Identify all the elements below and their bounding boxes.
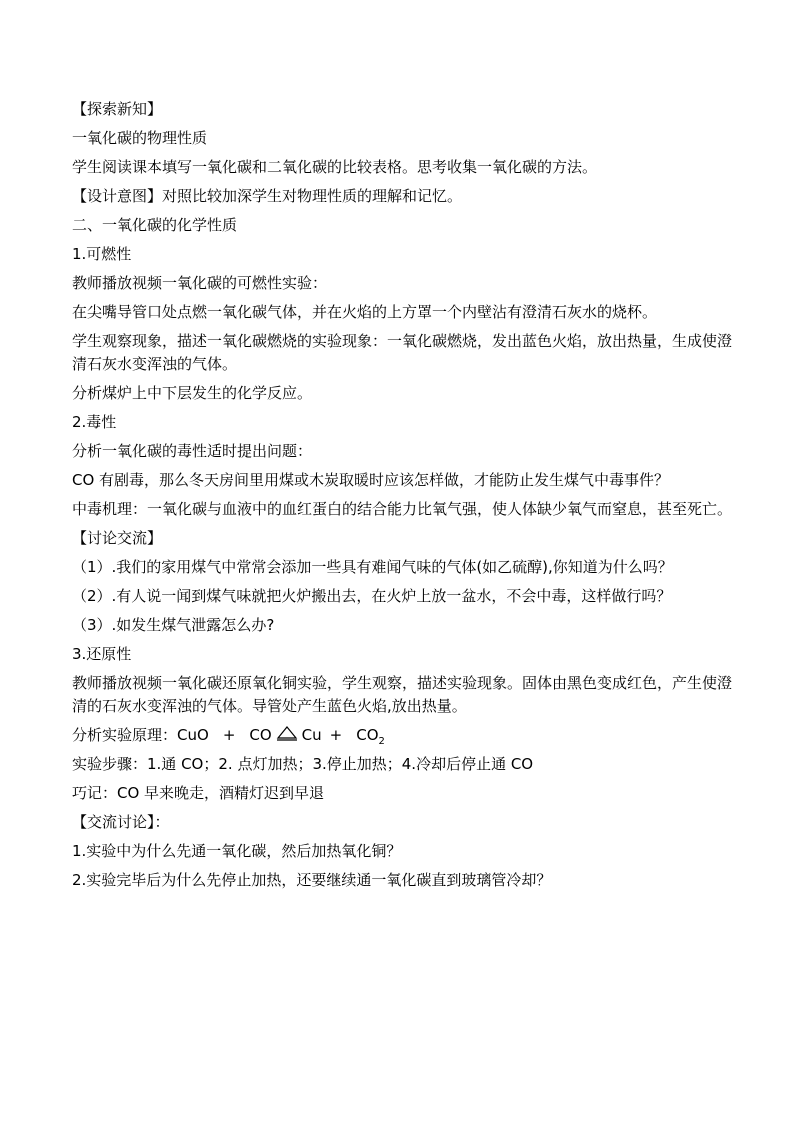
reactant-cuo: CuO bbox=[177, 726, 209, 744]
toxicity-mechanism: 中毒机理：一氧化碳与血液中的血红蛋白的结合能力比氧气强，使人体缺少氧气而窒息，甚至死亡。 bbox=[72, 500, 733, 518]
section-toxicity-title: 2.毒性 bbox=[72, 413, 117, 431]
discussion-heading: 【讨论交流】 bbox=[72, 529, 163, 547]
combustibility-setup: 在尖嘴导管口处点燃一氧化碳气体，并在火焰的上方罩一个内壁沾有澄清石灰水的烧杯。 bbox=[72, 303, 658, 321]
exchange-heading: 【交流讨论】： bbox=[72, 813, 170, 831]
reactant-co: CO bbox=[249, 726, 272, 744]
section-reduction-title: 3.还原性 bbox=[72, 645, 132, 663]
reaction-equation bbox=[72, 724, 732, 747]
reduction-mnemonic: 巧记：CO 早来晚走，酒精灯迟到早退 bbox=[72, 784, 325, 802]
reduction-steps: 实验步骤：1.通 CO；2. 点灯加热；3.停止加热；4.冷却后停止通 CO bbox=[72, 755, 534, 773]
exchange-question-2: 2.实验完毕后为什么先停止加热，还要继续通一氧化碳直到玻璃管冷却？ bbox=[72, 871, 552, 889]
toxicity-question: CO 有剧毒，那么冬天房间里用煤或木炭取暖时应该怎样做，才能防止发生煤气中毒事件？ bbox=[72, 471, 670, 489]
heat-triangle-icon bbox=[276, 726, 298, 740]
discussion-question-2: （2）.有人说一闻到煤气味就把火炉搬出去，在火炉上放一盆水，不会中毒，这样做行吗？ bbox=[72, 587, 672, 605]
plus-sign: + bbox=[222, 726, 236, 744]
physical-properties-title: 一氧化碳的物理性质 bbox=[72, 129, 208, 147]
toxicity-analysis: 分析一氧化碳的毒性适时提出问题： bbox=[72, 442, 313, 460]
equation-label: 分析实验原理： bbox=[72, 726, 178, 744]
discussion-question-1: （1）.我们的家用煤气中常常会添加一些具有难闻气味的气体(如乙硫醇),你知道为什么吗？ bbox=[72, 558, 673, 576]
section-combustibility-title: 1.可燃性 bbox=[72, 245, 132, 263]
exchange-question-1: 1.实验中为什么先通一氧化碳，然后加热氧化铜？ bbox=[72, 842, 402, 860]
product-cu: Cu bbox=[301, 726, 322, 744]
heading-explore: 【探索新知】 bbox=[72, 100, 163, 118]
combustibility-observation: 学生观察现象，描述一氧化碳燃烧的实验现象：一氧化碳燃烧，发出蓝色火焰，放出热量，生成使澄清石灰水变浑浊的气体。 bbox=[72, 332, 733, 373]
reduction-video: 教师播放视频一氧化碳还原氧化铜实验，学生观察，描述实验现象。固体由黑色变成红色，产生使澄清的石灰水变浑浊的气体。导管处产生蓝色火焰,放出热量。 bbox=[72, 674, 733, 715]
combustibility-analysis: 分析煤炉上中下层发生的化学反应。 bbox=[72, 384, 313, 402]
chemical-properties-title: 二、一氧化碳的化学性质 bbox=[72, 216, 238, 234]
design-intent: 【设计意图】对照比较加深学生对物理性质的理解和记忆。 bbox=[72, 187, 463, 205]
plus-sign: + bbox=[329, 726, 343, 744]
physical-properties-text: 学生阅读课本填写一氧化碳和二氧化碳的比较表格。思考收集一氧化碳的方法。 bbox=[72, 158, 598, 176]
document-body bbox=[72, 98, 732, 898]
combustibility-video: 教师播放视频一氧化碳的可燃性实验： bbox=[72, 274, 328, 292]
product-co2: $CO_2$ bbox=[356, 726, 385, 747]
discussion-question-3: （3）.如发生煤气泄露怎么办? bbox=[72, 616, 275, 634]
